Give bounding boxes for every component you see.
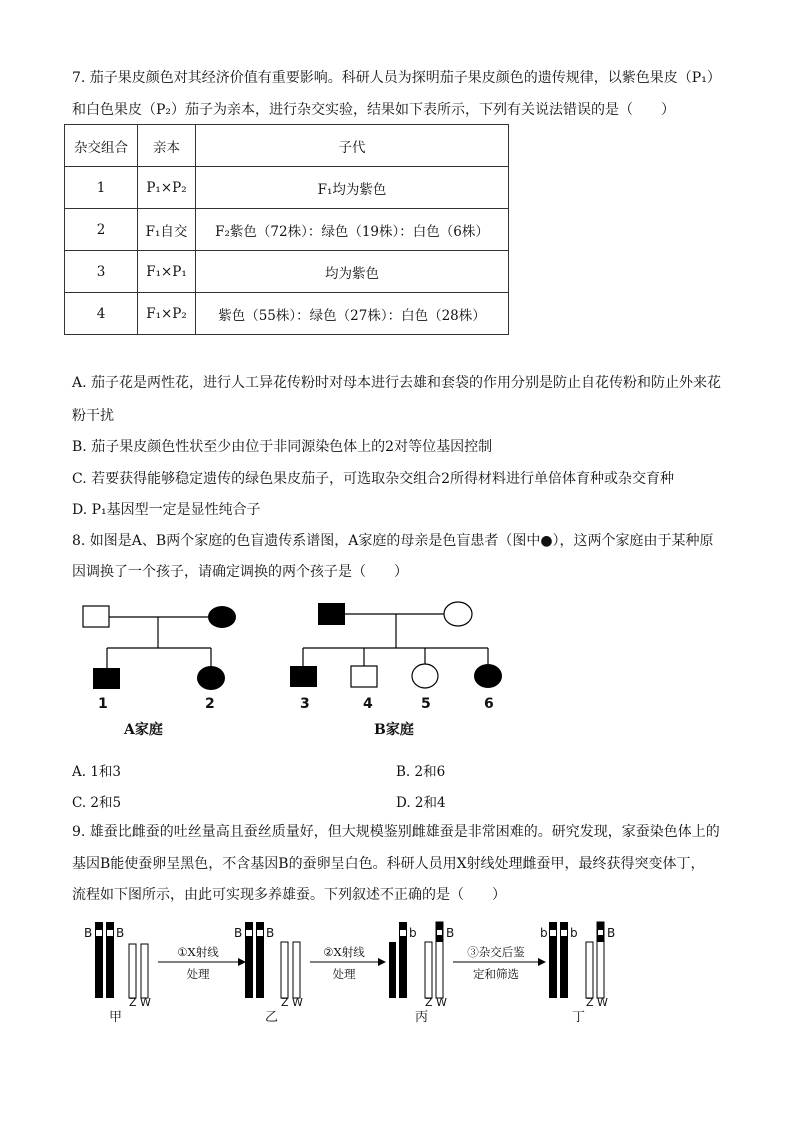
table-cell: F₁×P₂ (138, 293, 196, 335)
z-chromosome (281, 942, 288, 998)
step3-label-2: 定和筛选 (473, 967, 519, 981)
normal-female-symbol (412, 664, 438, 688)
step1-label: ①X射线 (177, 945, 219, 959)
autosome-fragment (389, 942, 396, 998)
normal-female-symbol (444, 602, 472, 626)
w-chromosome (293, 942, 300, 998)
w-label: W (140, 996, 151, 1009)
individual-number: 1 (98, 696, 108, 712)
affected-male-symbol (290, 666, 317, 687)
q8-stem-line1: 8. 如图是A、B两个家庭的色盲遗传系谱图，A家庭的母亲是色盲患者（图中●），这两个家庭由于某种原 (72, 533, 714, 549)
table-cell: 1 (65, 167, 138, 209)
gene-label: B (84, 926, 93, 940)
q8-option-a: A. 1和3 (72, 764, 122, 780)
gene-label: b (570, 926, 578, 940)
q9-stem-line1: 9. 雄蚕比雌蚕的吐丝量高且蚕丝质量好，但大规模鉴别雌雄蚕是非常困难的。研究发现，家蚕染色体上的 (72, 824, 720, 840)
gene-band (257, 930, 263, 936)
gene-band (246, 930, 252, 936)
gene-band (400, 930, 406, 936)
arrow-icon (238, 958, 246, 966)
organism-label: 丙 (415, 1010, 429, 1025)
table-cell: F₁×P₁ (138, 251, 196, 293)
q7-option-a-line2: 粉干扰 (72, 408, 114, 424)
z-label: Z (129, 996, 137, 1009)
individual-number: 5 (421, 696, 431, 712)
table-cell: F₁自交 (138, 209, 196, 251)
affected-male-symbol (93, 668, 120, 689)
table-header: 子代 (196, 125, 509, 167)
gene-label: B (607, 926, 616, 940)
q8-stem-line2: 因调换了一个孩子，请确定调换的两个孩子是（ ） (72, 564, 408, 580)
q7-option-a-line1: A. 茄子花是两性花，进行人工异花传粉时对母本进行去雄和套袋的作用分别是防止自花传粉和防止外来花 (72, 375, 722, 391)
gene-band (598, 930, 603, 935)
family-b-label: B家庭 (374, 722, 414, 738)
step3-label: ③杂交后鉴 (467, 945, 525, 959)
table-cell: 2 (65, 209, 138, 251)
affected-female-symbol (474, 664, 502, 688)
table-cell: F₁均为紫色 (196, 167, 509, 209)
table-header: 杂交组合 (65, 125, 138, 167)
individual-number: 6 (484, 696, 494, 712)
z-label: Z (281, 996, 289, 1009)
gene-band (96, 930, 102, 936)
individual-number: 2 (205, 696, 215, 712)
table-cell: 3 (65, 251, 138, 293)
gene-label: b (409, 926, 417, 940)
gene-label: B (116, 926, 125, 940)
normal-male-symbol (83, 606, 109, 627)
gene-label: B (446, 926, 455, 940)
step2-label-2: 处理 (332, 967, 356, 981)
arrow-icon (538, 958, 546, 966)
q8-option-c: C. 2和5 (72, 795, 122, 811)
affected-male-symbol (318, 603, 345, 625)
family-a-label: A家庭 (124, 722, 163, 738)
gene-label: B (234, 926, 243, 940)
affected-female-symbol (197, 666, 225, 690)
z-chromosome (425, 942, 432, 998)
table-cell: 均为紫色 (196, 251, 509, 293)
gene-band (550, 930, 556, 936)
q8-option-d: D. 2和4 (396, 795, 446, 811)
w-label: W (292, 996, 303, 1009)
individual-number: 3 (300, 696, 310, 712)
q7-option-d: D. P₁基因型一定是显性纯合子 (72, 502, 261, 518)
z-chromosome (129, 944, 136, 998)
z-chromosome (586, 942, 593, 998)
organism-label: 丁 (572, 1010, 586, 1025)
table-header: 亲本 (138, 125, 196, 167)
normal-male-symbol (351, 666, 377, 687)
w-chromosome (141, 944, 148, 998)
q7-stem-line1: 7. 茄子果皮颜色对其经济价值有重要影响。科研人员为探明茄子果皮颜色的遗传规律，以紫色果皮（P₁） (72, 70, 721, 86)
affected-female-symbol (208, 606, 236, 628)
table-cell: 4 (65, 293, 138, 335)
q9-stem-line2: 基因B能使蚕卵呈黑色，不含基因B的蚕卵呈白色。科研人员用X射线处理雌蚕甲，最终获得突变体丁， (72, 856, 705, 872)
table-cell: 紫色（55株）：绿色（27株）：白色（28株） (196, 293, 509, 335)
q9-stem-line3: 流程如下图所示，由此可实现多养雄蚕。下列叙述不正确的是（ ） (72, 887, 506, 903)
step2-label: ②X射线 (323, 945, 365, 959)
gene-label: b (540, 926, 548, 940)
arrow-icon (378, 958, 386, 966)
w-label: W (597, 996, 608, 1009)
step1-label-2: 处理 (186, 967, 210, 981)
gene-label: B (266, 926, 275, 940)
q7-option-c: C. 若要获得能够稳定遗传的绿色果皮茄子，可选取杂交组合2所得材料进行单倍体育种或杂交育种 (72, 471, 675, 487)
individual-number: 4 (363, 696, 373, 712)
gene-band (107, 930, 113, 936)
z-label: Z (425, 996, 433, 1009)
w-label: W (436, 996, 447, 1009)
table-cell: F₂紫色（72株）：绿色（19株）：白色（6株） (196, 209, 509, 251)
organism-label: 乙 (265, 1010, 279, 1025)
q7-option-b: B. 茄子果皮颜色性状至少由位于非同源染色体上的2对等位基因控制 (72, 439, 493, 455)
organism-label: 甲 (109, 1010, 123, 1025)
q8-option-b: B. 2和6 (396, 764, 446, 780)
q7-stem-line2: 和白色果皮（P₂）茄子为亲本，进行杂交实验，结果如下表所示，下列有关说法错误的是（ ） (72, 102, 676, 118)
table-cell: P₁×P₂ (138, 167, 196, 209)
gene-band (561, 930, 567, 936)
z-label: Z (586, 996, 594, 1009)
gene-band (437, 930, 442, 935)
